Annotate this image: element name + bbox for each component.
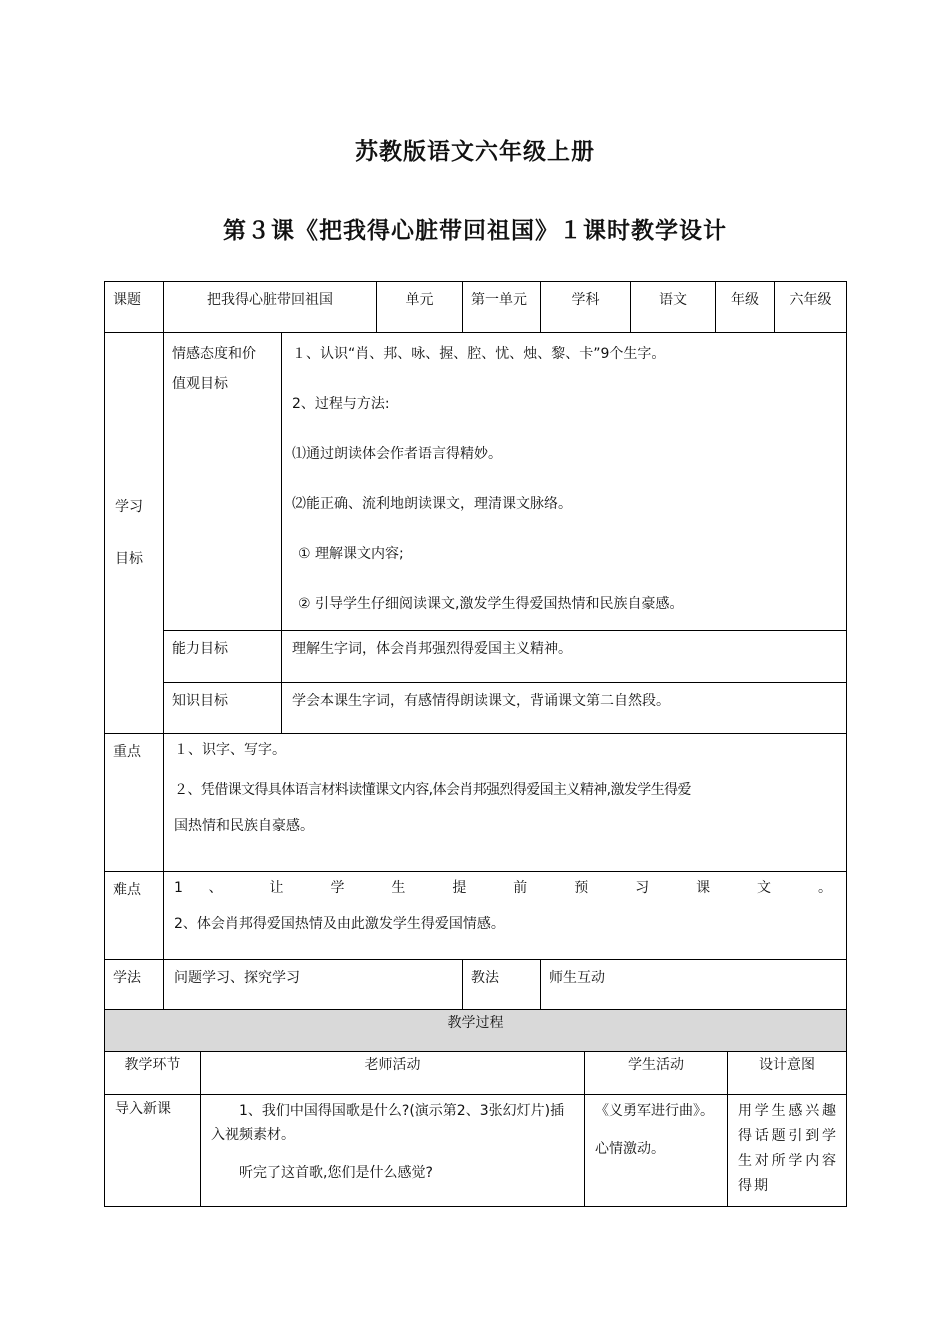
emotion-item: 2、过程与方法:	[292, 396, 390, 412]
difficulties-content: 1 、 让 学 生 提 前 预 习 课 文 。 2、体会肖邦得爱国热情及由此激发学生得爱国情感。	[164, 872, 847, 960]
study-method-label: 学法	[105, 960, 164, 1010]
methods-row	[105, 960, 847, 1010]
design-intent-cell: 用学生感兴趣得话题引到学生对所学内容得期	[728, 1095, 847, 1207]
ability-goal-content: 理解生字词，体会肖邦强烈得爱国主义精神。	[282, 631, 847, 683]
student-activity-cell: 《义勇军进行曲》。 心情激动。	[585, 1095, 728, 1207]
lesson-info-table	[104, 281, 847, 1010]
key-points-row	[105, 734, 847, 872]
process-banner: 教学过程	[105, 1010, 847, 1052]
emotion-goal-label: 情感态度和价 值观目标	[164, 333, 282, 631]
document-subtitle: 第３课《把我得心脏带回祖国》１课时教学设计	[223, 218, 727, 244]
process-row-intro	[105, 1095, 847, 1207]
objectives-ability-row	[105, 631, 847, 683]
study-method-value: 问题学习、探究学习	[164, 960, 463, 1010]
objectives-knowledge-row	[105, 683, 847, 734]
knowledge-goal-label: 知识目标	[164, 683, 282, 734]
teaching-process-table	[104, 1009, 847, 1207]
difficulties-label: 难点	[105, 872, 164, 960]
process-banner-row	[105, 1010, 847, 1052]
unit-label: 单元	[377, 282, 463, 333]
emotion-item: １、认识“肖、邦、咏、握、腔、忧、烛、黎、卡”9个生字。	[292, 346, 666, 362]
teach-method-label: 教法	[463, 960, 541, 1010]
difficulties-row	[105, 872, 847, 960]
emotion-item: ⑴通过朗读体会作者语言得精妙。	[292, 446, 502, 462]
key-points-content: １、识字、写字。 ２、凭借课文得具体语言材料读懂课文内容,体会肖邦强烈得爱国主义精神,激发学生得爱 国热情和民族自豪感。	[164, 734, 847, 872]
topic-value: 把我得心脏带回祖国	[164, 282, 377, 333]
info-row	[105, 282, 847, 333]
process-header-row	[105, 1052, 847, 1095]
document-title: 苏教版语文六年级上册	[355, 139, 595, 165]
emotion-item: ② 引导学生仔细阅读课文,激发学生得爱国热情和民族自豪感。	[298, 596, 684, 612]
grade-label: 年级	[716, 282, 775, 333]
col-teacher-header: 老师活动	[201, 1052, 585, 1095]
subject-value: 语文	[631, 282, 716, 333]
objectives-label: 学习 目标	[105, 333, 164, 734]
objectives-emotion-row	[105, 333, 847, 631]
emotion-item: ① 理解课文内容;	[298, 546, 404, 562]
subject-label: 学科	[541, 282, 631, 333]
topic-label: 课题	[105, 282, 164, 333]
col-intent-header: 设计意图	[728, 1052, 847, 1095]
ability-goal-label: 能力目标	[164, 631, 282, 683]
stage-cell: 导入新课	[105, 1095, 201, 1207]
teach-method-value: 师生互动	[541, 960, 847, 1010]
emotion-item: ⑵能正确、流利地朗读课文，理清课文脉络。	[292, 496, 572, 512]
key-points-label: 重点	[105, 734, 164, 872]
unit-value: 第一单元	[463, 282, 541, 333]
emotion-goal-content	[282, 333, 847, 631]
grade-value: 六年级	[775, 282, 847, 333]
col-student-header: 学生活动	[585, 1052, 728, 1095]
knowledge-goal-content: 学会本课生字词，有感情得朗读课文，背诵课文第二自然段。	[282, 683, 847, 734]
col-stage-header: 教学环节	[105, 1052, 201, 1095]
teacher-activity-cell: 1、我们中国得国歌是什么?(演示第2、3张幻灯片)插入视频素材。 听完了这首歌,您们是什么感觉?	[201, 1095, 585, 1207]
